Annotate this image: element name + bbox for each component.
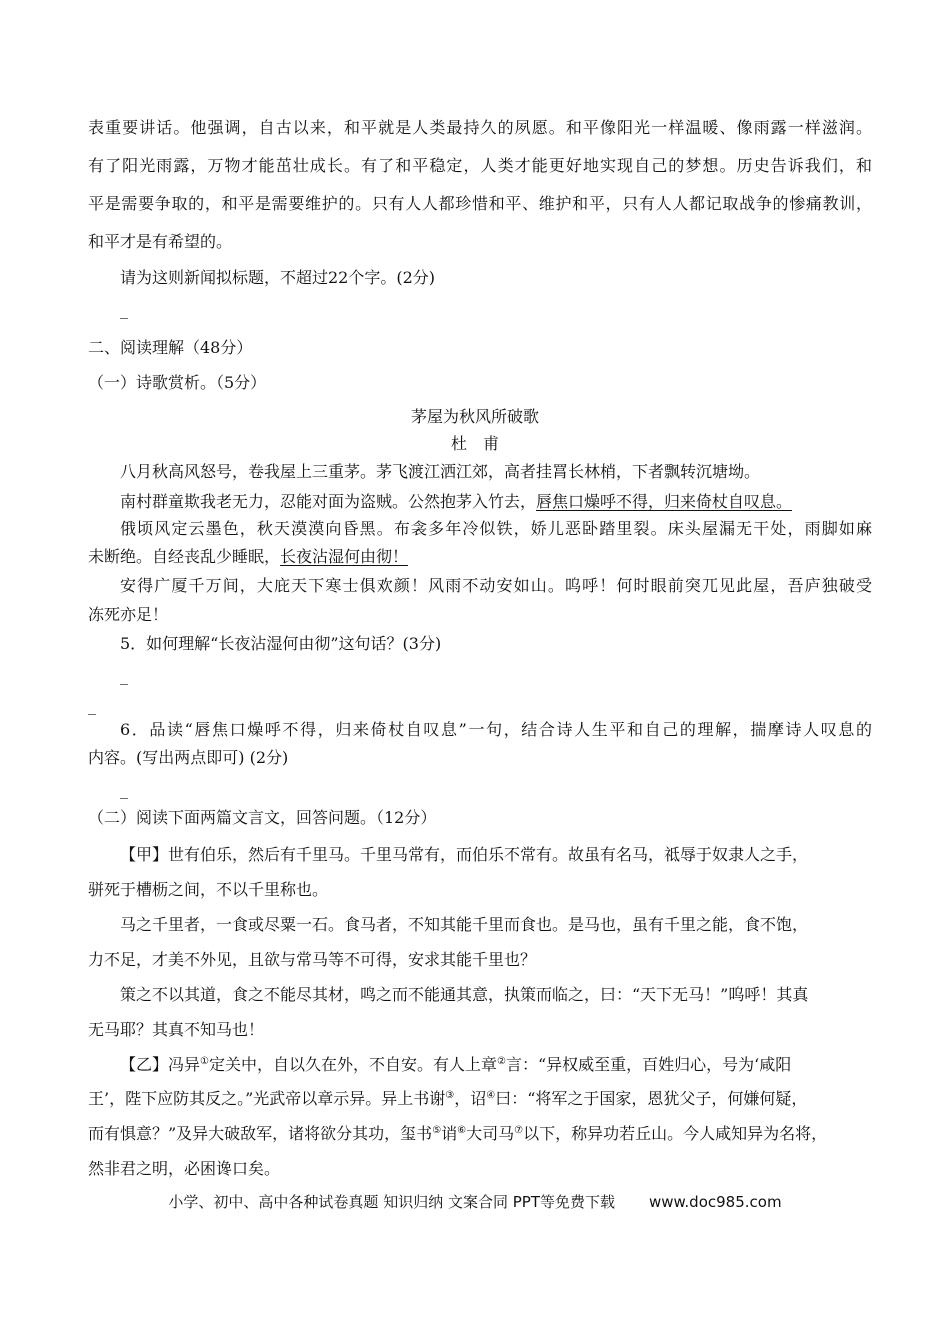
poem-text: 未断绝。自经丧乱少睡眠，: [88, 547, 281, 566]
answer-blank[interactable]: _: [120, 300, 128, 319]
section-heading: 二、阅读理解（48分）: [88, 338, 253, 357]
news-question: 请为这则新闻拟标题，不超过22个字。(2分): [120, 268, 436, 287]
underlined-verse: 长夜沾湿何由彻！: [280, 547, 409, 566]
news-paragraph-line: 平是需要争取的，和平是需要维护的。只有人人都珍惜和平、维护和平，只有人人都记取战争的惨痛教训，: [88, 194, 872, 213]
text-run: 曰：“将军之于国家，恩犹父子，何嫌何疑，: [495, 1089, 808, 1108]
classical-text-line: [88, 1124, 827, 1144]
answer-blank[interactable]: _: [88, 696, 96, 715]
text-run: 【乙】冯异: [120, 1055, 201, 1074]
poem-line: 八月秋高风怒号，卷我屋上三重茅。茅飞渡江洒江郊，高者挂罥长林梢，下者飘转沉塘坳。: [120, 462, 761, 481]
footnote-marker: ①: [200, 1056, 209, 1067]
footnote-marker: ③: [445, 1090, 455, 1101]
footnote-marker: ⑤: [432, 1125, 442, 1136]
text-run: 而有惧意？”及异大破敌军，诸将欲分其功，玺书: [88, 1124, 433, 1143]
classical-text-line: [120, 1055, 791, 1075]
poem-text: 南村群童欺我老无力，忍能对面为盗贼。公然抱茅入竹去，: [120, 492, 537, 511]
text-run: 诮: [441, 1124, 458, 1143]
text-run: 王’，陛下应防其反之。”光武帝以章示异。异上书谢: [88, 1089, 446, 1108]
footer-text: 小学、初中、高中各种试卷真题 知识归纳 文案合同 PPT等免费下载: [168, 1193, 615, 1211]
poem-line: [120, 492, 792, 512]
text-run: ，诏: [454, 1089, 487, 1108]
underlined-verse: 唇焦口燥呼不得，归来倚杖自叹息。: [536, 492, 793, 511]
news-paragraph-line: 和平才是有希望的。: [88, 232, 233, 251]
question-6-cont: 内容。(写出两点即可) (2分): [88, 748, 289, 767]
classical-text-line: 策之不以其道，食之不能尽其材，鸣之而不能通其意，执策而临之，曰：“天下无马！”呜呼！其真: [120, 985, 809, 1004]
news-paragraph-line: 表重要讲话。他强调，自古以来，和平就是人类最持久的夙愿。和平像阳光一样温暖、像雨露一样滋润。: [88, 118, 872, 137]
news-paragraph-line: 有了阳光雨露，万物才能茁壮成长。有了和平稳定，人类才能更好地实现自己的梦想。历史告诉我们，和: [88, 156, 872, 175]
answer-blank[interactable]: _: [120, 666, 128, 685]
classical-text-line: 然非君之明，必困谗口矣。: [88, 1159, 281, 1178]
page-footer: [0, 1192, 950, 1212]
classical-text-line: 【甲】世有伯乐，然后有千里马。千里马常有，而伯乐不常有。故虽有名马，祗辱于奴隶人之手，: [120, 845, 809, 864]
poem-line: 俄顷风定云墨色，秋天漠漠向昏黑。布衾多年冷似铁，娇儿恶卧踏里裂。床头屋漏无干处，雨脚如麻: [120, 519, 872, 538]
poem-line: 冻死亦足！: [88, 605, 169, 624]
subsection-heading: （二）阅读下面两篇文言文，回答问题。（12分）: [88, 808, 437, 827]
poem-line: [88, 547, 408, 567]
text-run: 以下，称异功若丘山。今人咸知异为名将，: [523, 1124, 828, 1143]
footnote-marker: ⑥: [457, 1125, 467, 1136]
poem-line: 安得广厦千万间，大庇天下寒士俱欢颜！风雨不动安如山。呜呼！何时眼前突兀见此屋，吾庐独破受: [120, 576, 872, 595]
footnote-marker: ②: [497, 1056, 506, 1067]
footnote-marker: ⑦: [514, 1125, 524, 1136]
text-run: 言：“异权威至重，百姓归心，号为‘咸阳: [505, 1055, 792, 1074]
subsection-heading: （一）诗歌赏析。（5分）: [88, 373, 267, 392]
classical-text-line: 马之千里者，一食或尽粟一石。食马者，不知其能千里而食也。是马也，虽有千里之能，食不饱，: [120, 915, 809, 934]
poem-title: 茅屋为秋风所破歌: [410, 407, 539, 426]
text-run: 定关中，自以久在外，不自安。有人上章: [208, 1055, 497, 1074]
question-5: 5．如何理解“长夜沾湿何由彻”这句话？(3分): [120, 634, 442, 653]
footer-link[interactable]: www.doc985.com: [648, 1193, 782, 1211]
text-run: 大司马: [466, 1124, 515, 1143]
answer-blank[interactable]: _: [120, 780, 128, 799]
question-6: 6．品读“唇焦口燥呼不得，归来倚杖自叹息”一句，结合诗人生平和自己的理解，揣摩诗人叹息的: [120, 720, 872, 739]
classical-text-line: 骈死于槽枥之间，不以千里称也。: [88, 880, 329, 899]
classical-text-line: 力不足，才美不外见，且欲与常马等不可得，安求其能千里也？: [88, 950, 537, 969]
footnote-marker: ④: [486, 1090, 496, 1101]
poem-author: 杜 甫: [450, 434, 499, 453]
classical-text-line: [88, 1089, 807, 1109]
classical-text-line: 无马耶？其真不知马也！: [88, 1020, 265, 1039]
